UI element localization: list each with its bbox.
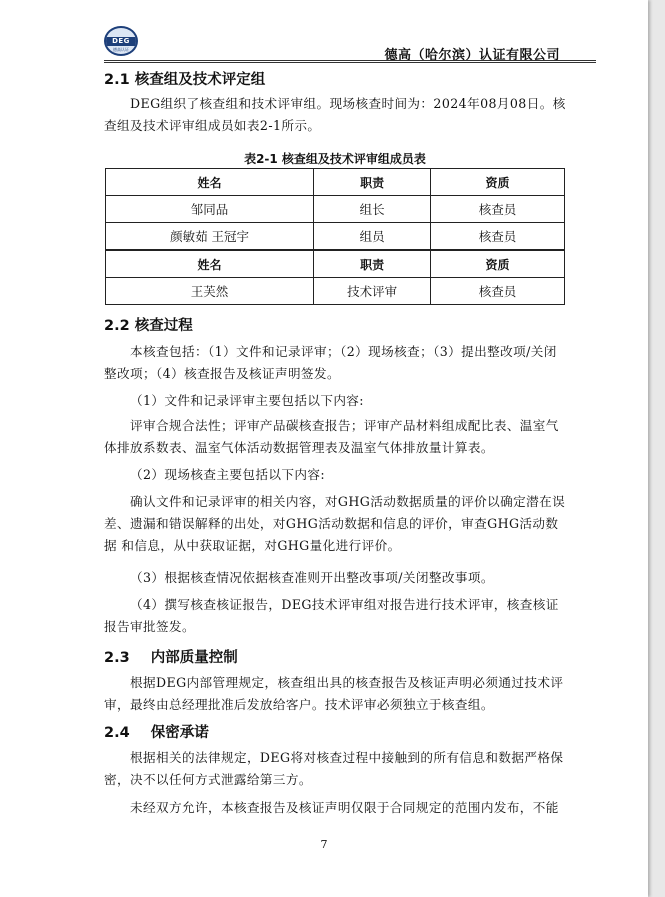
table-cell: 技术评审 <box>314 278 431 305</box>
table-header-cell: 姓名 <box>106 250 314 278</box>
table-cell: 核查员 <box>431 223 565 251</box>
paragraph: DEG组织了核查组和技术评审组。现场核查时间为：2024年08月08日。核查组及技术评审组成员如表2-1所示。 <box>104 96 566 133</box>
table-header-cell: 资质 <box>431 169 565 196</box>
table-cell: 邹同品 <box>106 196 314 223</box>
header-rule <box>104 60 596 61</box>
section-heading-2-4 <box>104 721 209 742</box>
table-row <box>106 223 565 251</box>
table-caption: 表2-1 核查组及技术评审组成员表 <box>244 152 426 166</box>
paragraph: （1）文件和记录评审主要包括以下内容: <box>130 393 364 408</box>
section-heading-2-1: 2.1 核查组及技术评定组 <box>104 72 266 88</box>
table-header-cell: 职责 <box>314 169 431 196</box>
table-header-cell: 资质 <box>431 250 565 278</box>
table-cell: 王芙然 <box>106 278 314 305</box>
paragraph: 评审合规合法性；评审产品碳核查报告；评审产品材料组成配比表、温室气体排放系数表、温室气体活动数据管理表及温室气体排放量计算表。 <box>104 418 559 455</box>
section-title: 保密承诺 <box>150 725 209 741</box>
section-number: 2.4 <box>104 725 130 741</box>
paragraph: （3）根据核查情况依据核查准则开出整改事项/关闭整改事项。 <box>130 570 494 585</box>
page-number: 7 <box>320 838 328 851</box>
paragraph: 本核查包括：（1）文件和记录评审；（2）现场核查；（3）提出整改项/关闭整改项；（4）核查报告及核证声明签发。 <box>104 344 557 381</box>
section-number: 2.3 <box>104 650 130 666</box>
section-heading-2-3 <box>104 646 238 667</box>
table-header-cell: 姓名 <box>106 169 314 196</box>
header-rule-secondary <box>104 62 596 63</box>
table-header-row <box>106 169 565 196</box>
table-cell: 组长 <box>314 196 431 223</box>
section-title: 内部质量控制 <box>150 650 238 666</box>
table-cell: 组员 <box>314 223 431 251</box>
paragraph: （4）撰写核查核证报告，DEG技术评审组对报告进行技术评审，核查核证 报告审批签发。 <box>104 597 559 634</box>
table-row <box>106 278 565 305</box>
company-logo: DEG 德高认证 <box>104 26 138 56</box>
paragraph: 根据相关的法律规定，DEG将对核查过程中接触到的所有信息和数据严格保密，决不以任何方式泄露给第三方。 <box>104 750 564 787</box>
table-cell: 核查员 <box>431 196 565 223</box>
table-row <box>106 196 565 223</box>
paragraph: 根据DEG内部管理规定，核查组出具的核查报告及核证声明必须通过技术评审，最终由总经理批准后发放给客户。技术评审必须独立于核查组。 <box>104 675 564 712</box>
table-cell: 颜敏茹 王冠宇 <box>106 223 314 251</box>
members-table <box>105 168 565 305</box>
section-heading-2-2: 2.2 核查过程 <box>104 318 193 334</box>
paragraph: 未经双方允许，本核查报告及核证声明仅限于合同规定的范围内发布，不能 <box>130 800 559 815</box>
table-header-cell: 职责 <box>314 250 431 278</box>
table-header-row <box>106 250 565 278</box>
header-company-name: 德高（哈尔滨）认证有限公司 <box>384 48 560 63</box>
paragraph: 确认文件和记录评审的相关内容，对GHG活动数据质量的评价以确定潜在误 差、遗漏和错误解释的出处，对GHG活动数据和信息的评价，审查GHG活动数据 和信息，从中获取证据，对GHG量化进行评价。 <box>104 494 566 553</box>
paragraph: （2）现场核查主要包括以下内容: <box>130 467 325 482</box>
table-cell: 核查员 <box>431 278 565 305</box>
